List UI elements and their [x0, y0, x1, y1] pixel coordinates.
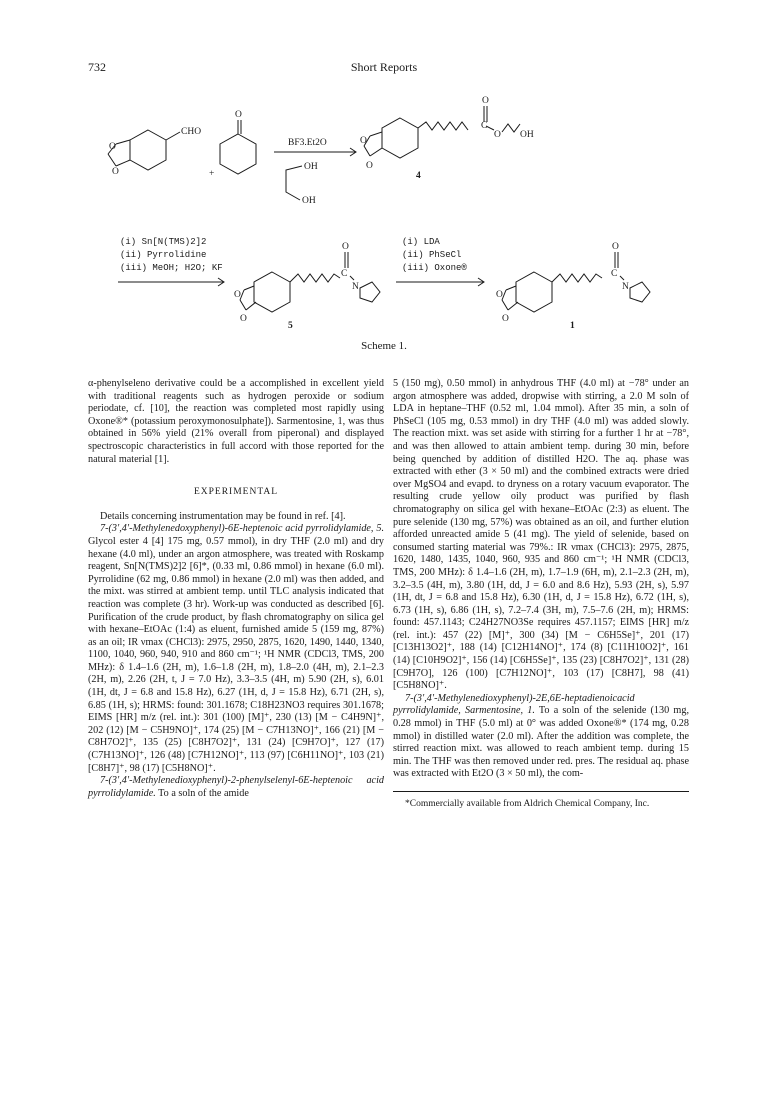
page-header [0, 60, 768, 80]
compound-1-label: 1 [570, 321, 575, 331]
cyclohexanone-structure [220, 120, 256, 174]
footnote-rule [393, 791, 689, 792]
cond-left-1: (i) Sn[N(TMS)2]2 [120, 237, 207, 247]
final-title: 7-(3′,4′-Methylenedioxyphenyl)-2E,6E-heptadienoicacid pyrrolidylamide, Sarmentosine, 1. [393, 692, 635, 717]
final-body: To a soln of the selenide (130 mg, 0.28 mmol) in THF (5.0 ml) at 0° was added Oxone®* (174 mg, 0.28 mmol) in distilled water (2.0 ml). After the addition was complete, the stirred reaction mixt. was allowed to reach ambient temp. during 15 min. The THF was then removed under red. pres. The residual aq. phase was extracted with Et2O (3 × 50 ml), the com- [393, 705, 689, 780]
selenyl-paragraph [88, 775, 384, 800]
diol-structure [286, 166, 302, 200]
page-number: 732 [88, 60, 106, 74]
selenyl-continuation: 5 (150 mg), 0.50 mmol) in anhydrous THF (4.0 ml) at −78° under an argon atmosphere was added, dropwise with stirring, a 2.0 M soln of LDA in heptane–THF (0.52 ml, 1.04 mmol). After 35 min, a soln of PhSeCl (105 mg, 0.53 mmol) in dry THF (4.0 ml) was added slowly. The reaction mixt. was set aside with stirring for a further 1 hr at −78°, and was then allowed to attain ambient temp. during 30 min, before being quenched by addition of distilled H2O. The aq. phase was extracted with ether (3 × 50 ml) and the combined extracts were dried over MgSO4 and evapd. to dryness on a rotary vacuum evaporator. The resulting crude yellow oily product was purified by flash chromatography on silica gel with hexane–EtOAc (2:3) as eluent. The pure selenide (130 mg, 57%) was obtained as an oil, and further elution afforded unreacted amide 5 (41 mg). The yield of selenide, based on consumed starting material was 79%.: IR νmax (CHCl3): 2975, 2875, 1620, 1480, 1435, 1040, 960, 935 and 860 cm⁻¹; ¹H NMR (CDCl3, TMS, 200 MHz): δ 1.4–1.6 (2H, m), 1.7–1.9 (6H, m), 2.1–2.3 (2H, m), 3.2–3.5 (4H, m), 3.80 (1H, dd, J = 6.0 and 8.6 Hz), 5.93 (2H, s), 5.97 (1H, dt, J = 6.8 and 15.8 Hz), 6.30 (1H, d, J = 15.8 Hz), 6.72 (1H, s), 6.73 (1H, s), 6.86 (1H, s), 7.2–7.4 (3H, m), 7.5–7.6 (2H, m); HRMS: found: 457.1143; C24H27NO3Se requires 457.1157; EIMS [HR] m/z (rel. int.): 457 (22) [M]⁺, 300 (34) [M − C6H5Se]⁺, 201 (17) [C13H13O2]⁺, 188 (14) [C12H14NO]⁺, 174 (8) [C11H10O2]⁺, 161 (14) [C10H9O2]⁺, 156 (14) [C6H5Se]⁺, 135 (23) [C8H7O2]⁺, 131 (28) [C9H7O], 126 (100) [C7H12NO]⁺, 103 (17) [C8H7], 98 (41) [C5H8NO]⁺. [393, 378, 689, 692]
cmpd4-ring-o1: O [360, 136, 367, 146]
cond-right-3: (iii) Oxone® [402, 263, 467, 273]
section-heading: EXPERIMENTAL [193, 487, 279, 498]
piperonal-o1: O [109, 142, 116, 152]
compound-5-structure [240, 252, 380, 312]
cond-left-2: (ii) Pyrrolidine [120, 250, 207, 260]
cond-right-2: (ii) PhSeCl [402, 250, 462, 260]
reaction-scheme [0, 92, 768, 364]
cho-label: CHO [181, 127, 202, 137]
right-column [393, 378, 689, 810]
cmpd4-oh: OH [520, 130, 534, 140]
cond-left-3: (iii) MeOH; H2O; KF [120, 263, 223, 273]
cmpd5-carbonyl-o: O [342, 242, 349, 252]
piperonal-o2: O [112, 167, 119, 177]
selenyl-title: 7-(3′,4′-Methylenedioxyphenyl)-2-phenylselenyl-6E-heptenoic acid pyrrolidylamide. [88, 775, 384, 799]
running-title: Short Reports [350, 60, 418, 74]
cmpd5-ring-o2: O [240, 314, 247, 324]
selenyl-body: To a soln of the amide [155, 787, 249, 799]
final-paragraph [393, 693, 689, 781]
intro-paragraph: α-phenylseleno derivative could be a accomplished in excellent yield with traditional reagents such as hydrogen peroxide or sodium periodate, cf. [10], the reaction was completed most rapidly using Oxone®* (potassium peroxymonosulphate]). Sarmentosine, 1, was thus obtained in 56% yield (21% overall from piperonal) and displayed spectroscopic characteristics in full accord with those reported for the natural material [1]. [88, 378, 384, 465]
amide-title: 7-(3′,4′-Methylenedoxyphenyl)-6E-heptenoic acid pyrrolidylamide, 5. [100, 523, 384, 535]
cmpd1-ring-o2: O [502, 314, 509, 324]
cmpd4-c: C [481, 121, 488, 131]
compound-5-label: 5 [288, 321, 293, 331]
plus-sign: + [209, 169, 215, 179]
cmpd4-ring-o2: O [366, 161, 373, 171]
cmpd1-n: N [622, 282, 629, 292]
scheme-drawing [0, 92, 768, 364]
cmpd1-c: C [611, 269, 618, 279]
cmpd4-ester-o: O [494, 130, 501, 140]
footnote: *Commercially available from Aldrich Chemical Company, Inc. [405, 799, 650, 809]
amide-body: Glycol ester 4 [4] 175 mg, 0.57 mmol), in dry THF (2.0 ml) and dry hexane (4.0 ml), under an argon atmosphere, was treated with Roskamp reagent, Sn[N(TMS)2]2 [6]*, (0.33 ml, 0.86 mmol) in hexane (6.0 ml). Pyrrolidine (62 mg, 0.86 mmol) in hexane (2.0 ml) was then added, and the mixt. was stirred at ambient temp. until TLC analysis indicated that reaction was complete (3 hr). Work-up was conducted as described [6]. Purification of the crude product, by flash chromatography on silica gel with hexane–EtOAc (1:4) as eluent, furnished amide 5 (159 mg, 87%) as an oil; IR νmax (CHCl3): 2975, 2950, 2875, 1620, 1490, 1440, 1340, 1100, 1040, 960, 940, 910 and 860 cm⁻¹; ¹H NMR (CDCl3, TMS, 200 MHz): δ 1.4–1.6 (2H, m), 1.6–1.8 (2H, m), 1.8–2.0 (4H, m), 2.1–2.3 (2H, m), 2.26 (2H, t, J = 7.0 Hz), 3.3–3.5 (4H, m) 5.90 (2H, s), 6.01 (1H, dt, J = 6.8 and 15.8 Hz), 6.27 (1H, d, J = 15.8 Hz), 6.71 (2H, s), 6.85 (1H, s); HRMS: found: 301.1678; C18H23NO3 requires 301.1678; EIMS [HR] m/z (rel. int.): 301 (100) [M]⁺, 230 (13) [M − C4H9N]⁺, 202 (12) [M − C5H9NO]⁺, 174 (25) [M − C7H13NO]⁺, 166 (21) [M − C8H7O2]⁺, 135 (25) [C8H7O2]⁺, 131 (24) [C9H7O]⁺, 127 (17) (C7H13NO]⁺, 126 (48) [C7H12NO]⁺, 113 (97) [C6H11NO]⁺, 103 (21) [C8H7]⁺, 98 (17) [C5H8NO]⁺. [88, 535, 384, 774]
cmpd1-carbonyl-o: O [612, 242, 619, 252]
bf3-label: BF3.Et2O [288, 138, 327, 148]
cmpd4-carbonyl-o: O [482, 96, 489, 106]
cmpd1-ring-o1: O [496, 290, 503, 300]
cmpd5-ring-o1: O [234, 290, 241, 300]
piperonal-structure [108, 130, 180, 170]
scheme-caption: Scheme 1. [361, 340, 407, 352]
amide-paragraph [88, 523, 384, 775]
cmpd5-c: C [341, 269, 348, 279]
left-column [88, 378, 384, 800]
diol-oh-2: OH [302, 196, 316, 206]
compound-4-label: 4 [416, 171, 421, 181]
cmpd5-n: N [352, 282, 359, 292]
ketone-o: O [235, 110, 242, 120]
diol-oh-1: OH [304, 162, 318, 172]
instrumentation-paragraph: Details concerning instrumentation may be found in ref. [4]. [100, 510, 346, 522]
cond-right-1: (i) LDA [402, 237, 440, 247]
